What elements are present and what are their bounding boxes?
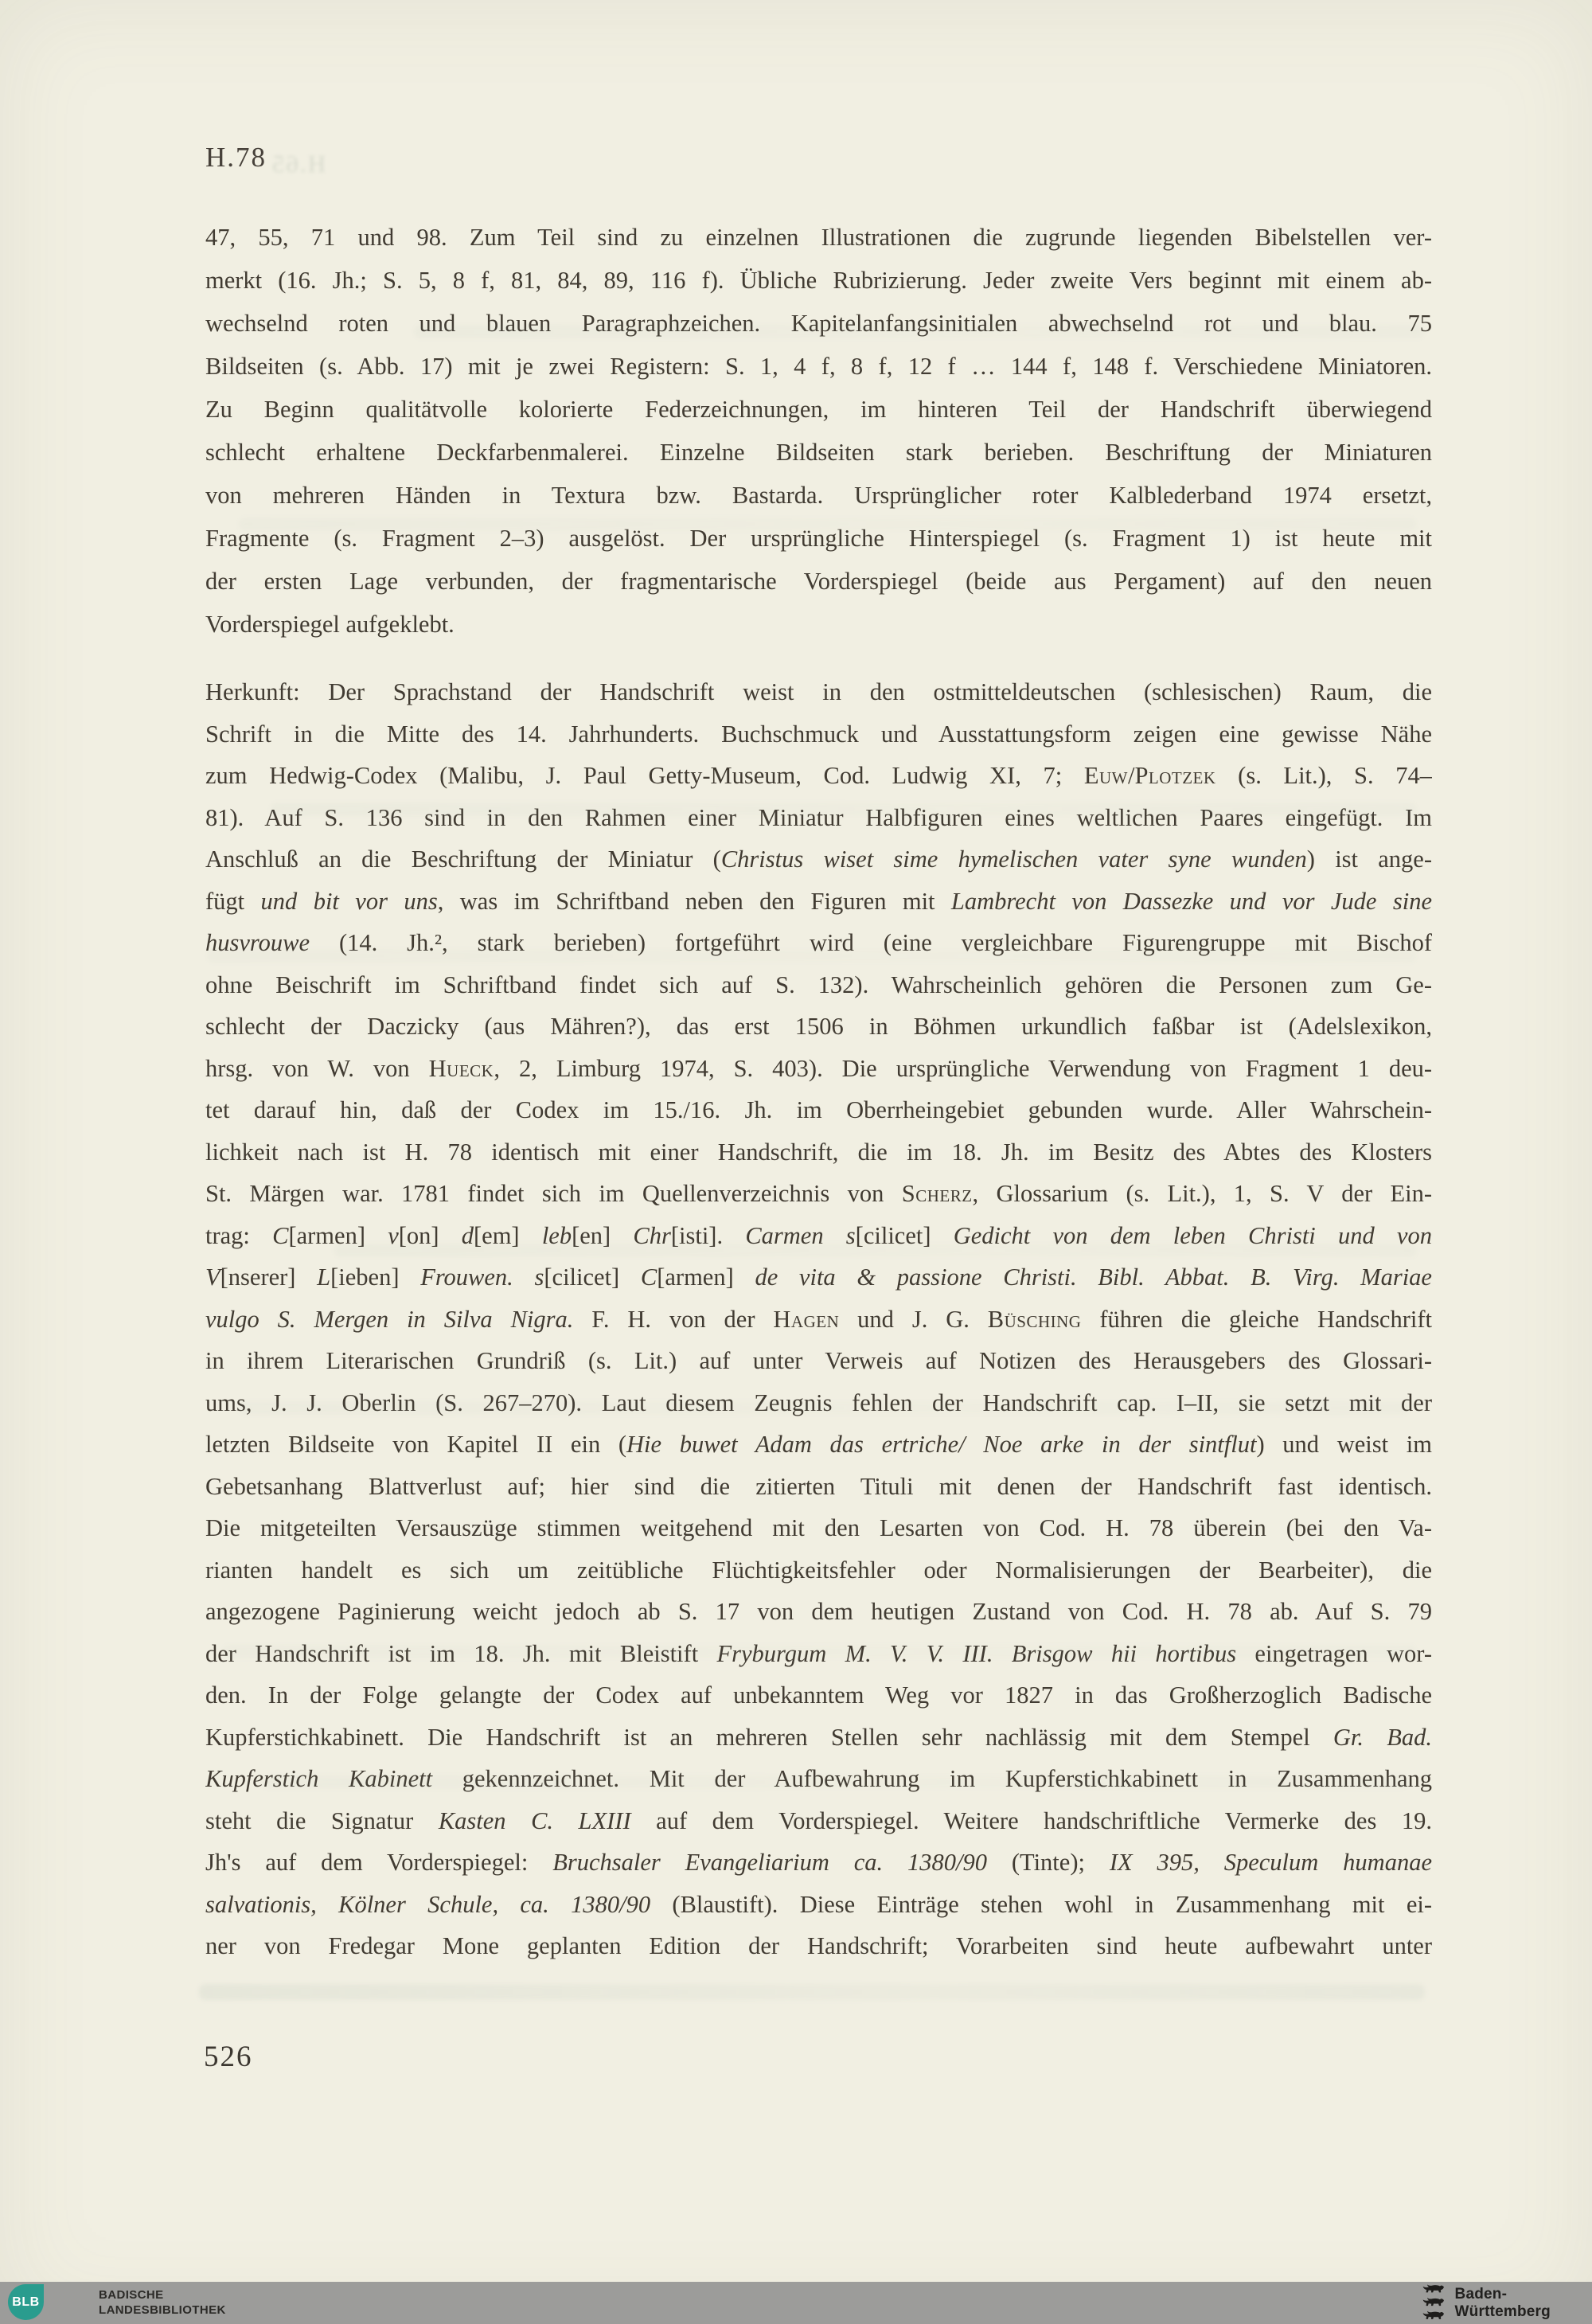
- text-line: schlecht der Daczicky (aus Mähren?), das erst 1506 in Böhmen urkundlich faßbar ist (Adelslexikon,: [205, 1013, 1432, 1040]
- text-line: 81). Auf S. 136 sind in den Rahmen einer Miniatur Halbfiguren eines weltlichen Paares eingefügt. Im: [205, 803, 1432, 831]
- text-line: steht die Signatur Kasten C. LXIII auf dem Vorderspiegel. Weitere handschriftliche Vermerke des 19.: [205, 1806, 1432, 1834]
- blb-logo-badge[interactable]: [8, 2284, 44, 2320]
- text-line: lichkeit nach ist H. 78 identisch mit einer Handschrift, die im 18. Jh. im Besitz des Abtes des Klosters: [205, 1138, 1432, 1166]
- text-line: merkt (16. Jh.; S. 5, 8 f, 81, 84, 89, 116 f). Übliche Rubrizierung. Jeder zweite Vers beginnt mit einem ab-: [205, 267, 1432, 294]
- text-line: Die mitgeteilten Versauszüge stimmen weitgehend mit den Lesarten von Cod. H. 78 überein (bei den Va-: [205, 1514, 1432, 1541]
- library-name-line1: BADISCHE: [99, 2288, 164, 2302]
- text-line: Gebetsanhang Blattverlust auf; hier sind die zitierten Tituli mit denen der Handschrift fast identisch.: [205, 1472, 1432, 1500]
- text-line: letzten Bildseite von Kapitel II ein (Hie buwet Adam das ertriche/ Noe arke in der sintflut) und weist im: [205, 1431, 1432, 1458]
- text-line: 47, 55, 71 und 98. Zum Teil sind zu einzelnen Illustrationen die zugrunde liegenden Bibelstellen ver-: [205, 224, 1432, 251]
- state-brand[interactable]: [1420, 2282, 1592, 2324]
- library-name: [99, 2287, 226, 2318]
- text-line: Anschluß an die Beschriftung der Miniatur (Christus wiset sime hymelischen vater syne wunden) ist ange-: [205, 846, 1432, 873]
- text-line: Kupferstich Kabinett gekennzeichnet. Mit der Aufbewahrung im Kupferstichkabinett in Zusammenhang: [205, 1765, 1432, 1792]
- text-line: angezogene Paginierung weicht jedoch ab S. 17 von dem heutigen Zustand von Cod. H. 78 ab. Auf S. 79: [205, 1598, 1432, 1625]
- text-line: Schrift in die Mitte des 14. Jahrhunderts. Buchschmuck und Ausstattungsform zeigen eine gewisse Nähe: [205, 720, 1432, 748]
- text-line: V[nserer] L[ieben] Frouwen. s[cilicet] C[armen] de vita & passione Christi. Bibl. Abbat. B. Virg. Mariae: [205, 1264, 1432, 1291]
- text-line: Fragmente (s. Fragment 2–3) ausgelöst. Der ursprüngliche Hinterspiegel (s. Fragment 1) ist heute mit: [205, 525, 1432, 552]
- text-line: rianten handelt es sich um zeitübliche Flüchtigkeitsfehler oder Normalisierungen der Bearbeiter), die: [205, 1556, 1432, 1584]
- text-line: den. In der Folge gelangte der Codex auf unbekanntem Weg vor 1827 in das Großherzoglich Badische: [205, 1681, 1432, 1709]
- catalog-number-heading: H.78: [205, 142, 267, 173]
- bleed-through-line: [239, 1401, 1409, 1415]
- bleed-through-line: [239, 518, 1417, 531]
- blb-logo-text: BLB: [12, 2295, 40, 2309]
- text-line: trag: C[armen] v[on] d[em] leb[en] Chr[isti]. Carmen s[cilicet] Gedicht von dem leben Christi und von: [205, 1221, 1432, 1249]
- library-name-line2: LANDESBIBLIOTHEK: [99, 2303, 226, 2317]
- text-line: husvrouwe (14. Jh.², stark berieben) fortgeführt wird (eine vergleichbare Figurengruppe mit Bischof: [205, 929, 1432, 956]
- text-line: von mehreren Händen in Textura bzw. Bastarda. Ursprünglicher roter Kalblederband 1974 ersetzt,: [205, 482, 1432, 509]
- text-line: wechselnd roten und blauen Paragraphzeichen. Kapitelanfangsinitialen abwechselnd rot und blau. 75: [205, 310, 1432, 337]
- text-line: fügt und bit vor uns, was im Schriftband neben den Figuren mit Lambrecht von Dassezke und vor Jude sine: [205, 887, 1432, 915]
- text-line: Bildseiten (s. Abb. 17) mit je zwei Registern: S. 1, 4 f, 8 f, 12 f … 144 f, 148 f. Verschiedene Miniatoren.: [205, 353, 1432, 380]
- text-line: ohne Beischrift im Schriftband findet sich auf S. 132). Wahrscheinlich gehören die Personen zum Ge-: [205, 971, 1432, 998]
- paragraph-provenance: [205, 671, 1432, 1967]
- text-line: ums, J. J. Oberlin (S. 267–270). Laut diesem Zeugnis fehlen der Handschrift cap. I–II, sie setzt mit der: [205, 1389, 1432, 1416]
- text-line: Jh's auf dem Vorderspiegel: Bruchsaler Evangeliarium ca. 1380/90 (Tinte); IX 395, Speculum humanae: [205, 1849, 1432, 1876]
- text-line: vulgo S. Mergen in Silva Nigra. F. H. von der Hagen und J. G. Büsching führen die gleiche Handschrift: [205, 1305, 1432, 1333]
- text-line: Herkunft: Der Sprachstand der Handschrift weist in den ostmitteldeutschen (schlesischen) Raum, die: [205, 678, 1432, 705]
- text-line: schlecht erhaltene Deckfarbenmalerei. Einzelne Bildseiten stark berieben. Beschriftung der Miniaturen: [205, 439, 1432, 466]
- bleed-through-line: [271, 803, 1417, 816]
- text-line: ner von Fredegar Mone geplanten Edition der Handschrift; Vorarbeiten sind heute aufbewahrt unter: [205, 1932, 1432, 1959]
- paragraph-codicology: [205, 216, 1432, 646]
- text-line: tet darauf hin, daß der Codex im 15./16. Jh. im Oberrheingebiet gebunden wurde. Aller Wahrschein-: [205, 1096, 1432, 1123]
- text-line: in ihrem Literarischen Grundriß (s. Lit.) auf unter Verweis auf Notizen des Herausgebers des Glossari-: [205, 1347, 1432, 1374]
- bleed-through-line: [263, 1775, 1409, 1789]
- bleed-through-line: [199, 1984, 1425, 2000]
- text-line: zum Hedwig-Codex (Malibu, J. Paul Getty-Museum, Cod. Ludwig XI, 7; Euw/Plotzek (s. Lit.), S. 74–: [205, 762, 1432, 789]
- bleed-through-line: [223, 1645, 1417, 1658]
- text-line: Kupferstichkabinett. Die Handschrift ist an mehreren Stellen sehr nachlässig mit dem Stempel Gr. Bad.: [205, 1723, 1432, 1751]
- bleed-through-line: [414, 325, 1425, 338]
- bleed-through-header: H.65: [271, 150, 326, 178]
- viewer-footer-bar: [0, 2282, 1592, 2324]
- text-line: St. Märgen war. 1781 findet sich im Quellenverzeichnis von Scherz, Glossarium (s. Lit.), 1, S. V der Ein-: [205, 1180, 1432, 1207]
- text-line: salvationis, Kölner Schule, ca. 1380/90 (Blaustift). Diese Einträge stehen wohl in Zusammenhang mit ei-: [205, 1890, 1432, 1918]
- three-lions-icon: [1420, 2284, 1446, 2322]
- text-line: der ersten Lage verbunden, der fragmentarische Vorderspiegel (beide aus Pergament) auf den neuen: [205, 568, 1432, 595]
- text-line: hrsg. von W. von Hueck, 2, Limburg 1974, S. 403). Die ursprüngliche Verwendung von Fragment 1 deu-: [205, 1054, 1432, 1082]
- bleed-through-line: [207, 949, 1417, 963]
- text-line: Vorderspiegel aufgeklebt.: [205, 611, 455, 638]
- page-number: 526: [204, 2041, 253, 2073]
- bleed-through-line: [334, 1244, 1417, 1257]
- text-line: Zu Beginn qualitätvolle kolorierte Federzeichnungen, im hinteren Teil der Handschrift überwiegend: [205, 396, 1432, 423]
- state-name-label: Baden-Württemberg: [1454, 2285, 1551, 2320]
- text-line: der Handschrift ist im 18. Jh. mit Bleistift Fryburgum M. V. V. III. Brisgow hii hortibus eingetragen wor-: [205, 1639, 1432, 1667]
